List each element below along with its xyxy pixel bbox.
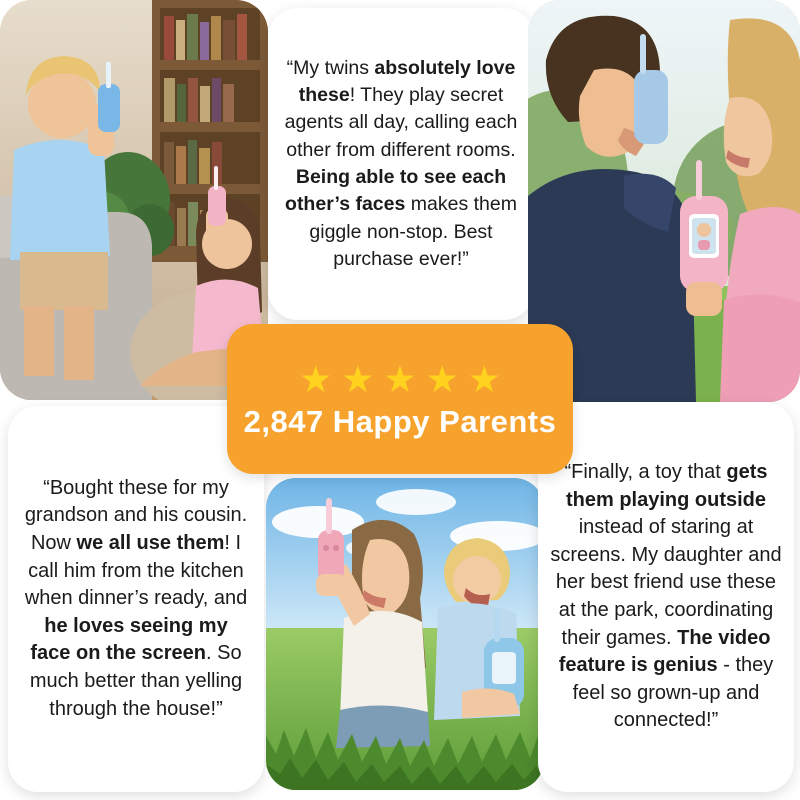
rating-badge	[227, 324, 573, 474]
review-fragment: . So much better than yelling through the house!”	[29, 642, 243, 720]
review-fragment: ! They play secret agents all day, calling each other from different rooms.	[284, 84, 518, 161]
happy-parents-count: 2,847 Happy Parents	[243, 404, 557, 439]
review-highlight: he loves seeing my face on the screen	[30, 614, 228, 665]
review-highlight: The video feature is genius	[558, 626, 771, 677]
review-highlight: we all use them	[76, 532, 225, 555]
field-illustration	[266, 478, 544, 790]
review-card-grandparent	[8, 406, 264, 792]
review-fragment: “Finally, a toy that	[564, 461, 727, 484]
star-rating	[290, 358, 510, 401]
review-card-twins	[268, 8, 534, 320]
star-icon: ★	[299, 358, 342, 401]
star-icon: ★	[383, 358, 426, 401]
review-fragment: - they feel so grown-up and connected!”	[572, 654, 774, 732]
review-highlight: gets them playing outside	[565, 461, 768, 511]
review-fragment: makes them giggle non-stop. Best purchase ever!”	[309, 193, 517, 270]
review-highlight: absolutely love these	[298, 56, 516, 107]
review-text-grandparent	[22, 475, 250, 723]
star-icon: ★	[341, 358, 384, 401]
review-card-outdoor	[538, 402, 794, 792]
review-text-twins	[284, 55, 518, 273]
photo-field	[266, 478, 544, 790]
review-fragment: “Bought these for my grandson and his cousin. Now	[24, 476, 248, 555]
review-fragment: ! I call him from the kitchen when dinner’s ready, and	[24, 532, 248, 610]
review-highlight: Being able to see each other’s faces	[285, 166, 507, 216]
review-text-outdoor	[550, 459, 782, 735]
review-fragment: “My twins	[286, 56, 375, 79]
star-icon: ★	[467, 358, 510, 401]
review-fragment: instead of staring at screens. My daughter and her best friend use these at the park, coordinating their games.	[550, 516, 782, 649]
star-icon: ★	[425, 358, 468, 401]
